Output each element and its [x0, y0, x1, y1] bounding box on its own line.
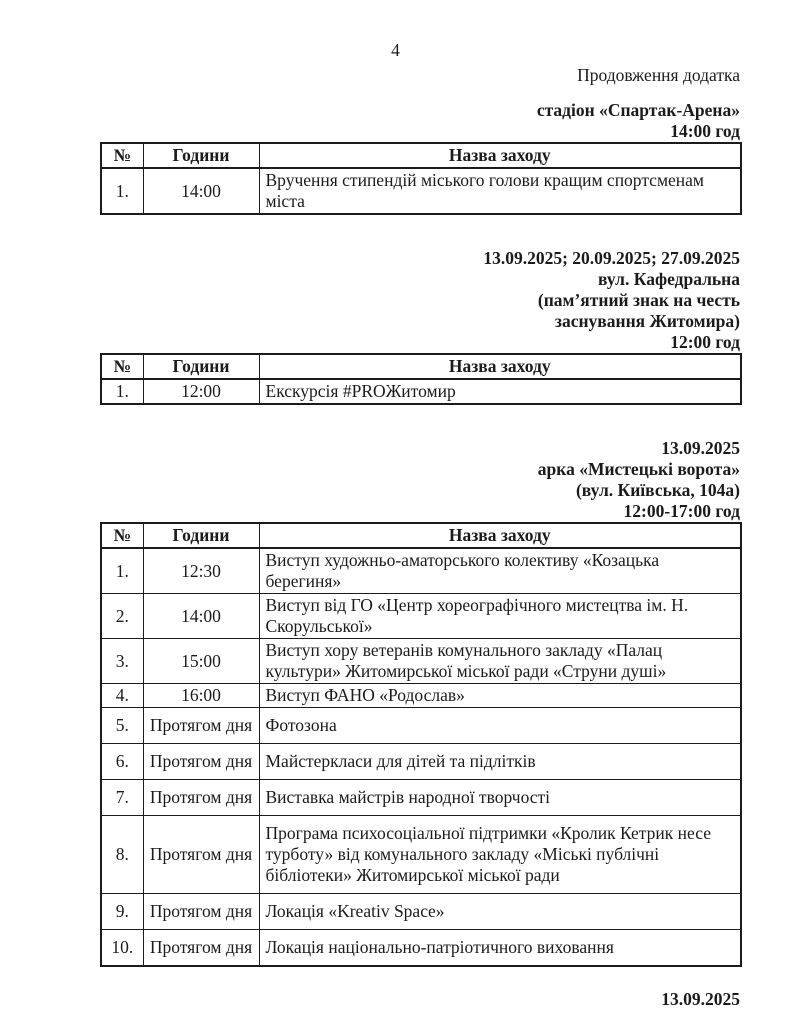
section-heading-line: 13.09.2025: [661, 438, 740, 458]
table-row: [101, 744, 741, 780]
time-header: Години: [143, 354, 259, 379]
section-heading-line: арка «Мистецькі ворота»: [537, 459, 740, 479]
footer-date: 13.09.2025: [661, 989, 740, 1009]
section-heading: [100, 100, 740, 142]
cell-event-name: Виступ від ГО «Центр хореографічного мистецтва ім. Н. Скорульської»: [259, 594, 741, 639]
section-heading-line: заснування Житомира): [554, 311, 740, 331]
section-heading-line: 13.09.2025; 20.09.2025; 27.09.2025: [483, 248, 740, 268]
table-row: [101, 816, 741, 894]
time-header: Години: [143, 143, 259, 168]
section-heading: [100, 438, 740, 522]
schedule-section: [100, 248, 740, 405]
cell-number: 1.: [101, 548, 143, 594]
event-table: [100, 522, 742, 967]
event-table: [100, 353, 742, 405]
table-row: [101, 894, 741, 930]
cell-event-name: Виступ ФАНО «Родослав»: [259, 684, 741, 708]
table-head: [101, 354, 741, 379]
cell-number: 6.: [101, 744, 143, 780]
table-row: [101, 548, 741, 594]
event-name-header: Назва заходу: [259, 143, 741, 168]
table-head: [101, 523, 741, 548]
cell-number: 4.: [101, 684, 143, 708]
section-gap: [100, 405, 740, 424]
section-heading-line: стадіон «Спартак-Арена»: [536, 100, 740, 120]
table-body: [101, 379, 741, 404]
cell-time: Протягом дня: [143, 930, 259, 967]
table-header-row: [101, 523, 741, 548]
cell-time: 12:00: [143, 379, 259, 404]
schedule-section: [100, 100, 740, 215]
cell-number: 9.: [101, 894, 143, 930]
table-body: [101, 548, 741, 966]
cell-time: Протягом дня: [143, 894, 259, 930]
cell-time: 14:00: [143, 594, 259, 639]
cell-number: 5.: [101, 708, 143, 744]
cell-event-name: Майстеркласи для дітей та підлітків: [259, 744, 741, 780]
event-name-header: Назва заходу: [259, 354, 741, 379]
sections-container: [100, 100, 740, 967]
cell-time: 12:30: [143, 548, 259, 594]
section-heading: [100, 248, 740, 353]
cell-number: 1.: [101, 379, 143, 404]
cell-event-name: Виступ художньо-аматорського колективу «Козацька берегиня»: [259, 548, 741, 594]
cell-number: 3.: [101, 639, 143, 684]
table-row: [101, 684, 741, 708]
cell-time: Протягом дня: [143, 816, 259, 894]
cell-time: Протягом дня: [143, 744, 259, 780]
section-heading-line: (пам’ятний знак на честь: [537, 290, 740, 310]
cell-event-name: Екскурсія #PROЖитомир: [259, 379, 741, 404]
number-header: №: [101, 354, 143, 379]
continuation-note: Продовження додатка: [577, 65, 740, 85]
cell-time: 14:00: [143, 168, 259, 214]
table-row: [101, 780, 741, 816]
table-row: [101, 594, 741, 639]
table-row: [101, 168, 741, 214]
page-number: 4: [391, 40, 400, 60]
section-heading-line: 12:00 год: [670, 332, 740, 352]
table-header-row: [101, 354, 741, 379]
cell-event-name: Програма психосоціальної підтримки «Кролик Кетрик несе турботу» від комунального закладу «Міські публічні бібліотеки» Житомирської міської ради: [259, 816, 741, 894]
cell-number: 2.: [101, 594, 143, 639]
cell-number: 1.: [101, 168, 143, 214]
event-name-header: Назва заходу: [259, 523, 741, 548]
cell-event-name: Виступ хору ветеранів комунального закладу «Палац культури» Житомирської міської ради «Струни душі»: [259, 639, 741, 684]
section-heading-line: вул. Кафедральна: [598, 269, 740, 289]
section-heading-line: (вул. Київська, 104а): [575, 480, 740, 500]
table-row: [101, 379, 741, 404]
time-header: Години: [143, 523, 259, 548]
cell-time: 16:00: [143, 684, 259, 708]
cell-time: Протягом дня: [143, 708, 259, 744]
cell-number: 10.: [101, 930, 143, 967]
cell-number: 8.: [101, 816, 143, 894]
table-header-row: [101, 143, 741, 168]
table-row: [101, 930, 741, 967]
section-gap: [100, 215, 740, 234]
cell-event-name: Вручення стипендій міського голови кращим спортсменам міста: [259, 168, 741, 214]
table-head: [101, 143, 741, 168]
cell-event-name: Виставка майстрів народної творчості: [259, 780, 741, 816]
table-body: [101, 168, 741, 214]
cell-event-name: Локація «Kreativ Space»: [259, 894, 741, 930]
cell-event-name: Локація національно-патріотичного виховання: [259, 930, 741, 967]
table-row: [101, 639, 741, 684]
event-table: [100, 142, 742, 215]
number-header: №: [101, 523, 143, 548]
table-row: [101, 708, 741, 744]
section-heading-line: 14:00 год: [670, 121, 740, 141]
cell-time: Протягом дня: [143, 780, 259, 816]
cell-event-name: Фотозона: [259, 708, 741, 744]
section-heading-line: 12:00-17:00 год: [623, 501, 740, 521]
number-header: №: [101, 143, 143, 168]
cell-time: 15:00: [143, 639, 259, 684]
schedule-section: [100, 438, 740, 967]
cell-number: 7.: [101, 780, 143, 816]
